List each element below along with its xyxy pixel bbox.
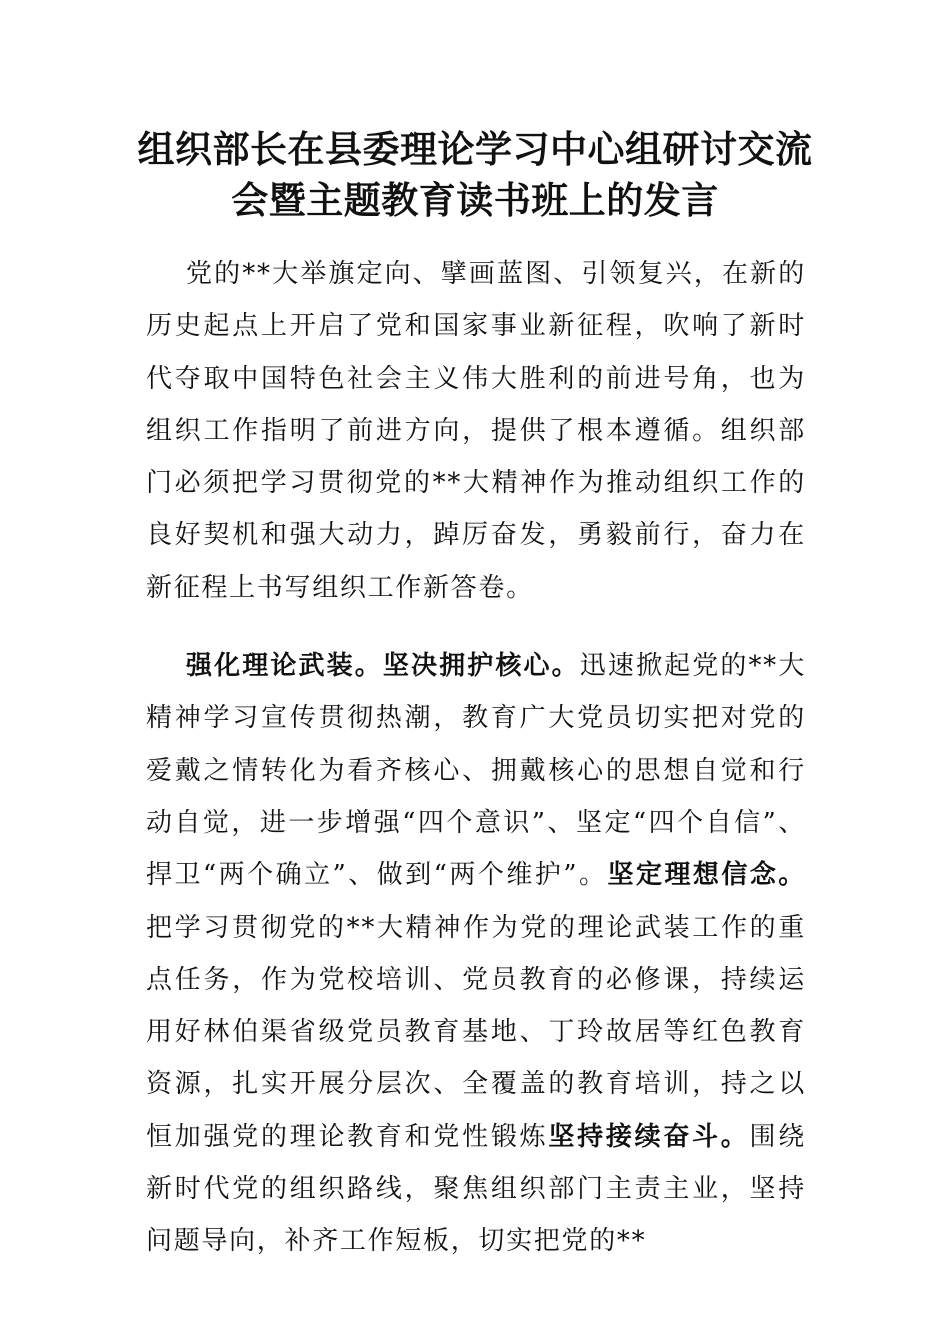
title-line-1: 组织部长在县委理论学习中心组研讨交流: [137, 127, 813, 171]
section-text-struggle: 围绕新时代党的组织路线，聚焦组织部门主责主业，坚持问题导向，补齐工作短板，切实把党的**: [146, 1121, 806, 1257]
section-text-ideals: 把学习贯彻党的**大精神作为党的理论武装工作的重点任务，作为党校培训、党员教育的必修课，持续运用好林伯渠省级党员教育基地、丁玲故居等红色教育资源，扎实开展分层次、全覆盖的教育培训，持之以恒加强党的理论教育和党性锻炼: [146, 912, 806, 1152]
document-body: [146, 248, 806, 1268]
intro-paragraph: 党的**大举旗定向、擘画蓝图、引领复兴，在新的历史起点上开启了党和国家事业新征程，吹响了新时代夺取中国特色社会主义伟大胜利的前进号角，也为组织工作指明了前进方向，提供了根本遵循。组织部门必须把学习贯彻党的**大精神作为推动组织工作的良好契机和强大动力，踔厉奋发，勇毅前行，奋力在新征程上书写组织工作新答卷。: [146, 259, 806, 603]
section-heading-strengthen-theory: 强化理论武装。坚决拥护核心。: [186, 651, 580, 682]
section-text-core: 迅速掀起党的**大精神学习宣传贯彻热潮，教育广大党员切实把对党的爱戴之情转化为看齐核心、拥戴核心的思想自觉和行动自觉，进一步增强“四个意识”、坚定“四个自信”、捍卫“两个确立”、做到“两个维护”。: [146, 651, 806, 891]
section-heading-struggle: 坚持接续奋斗。: [548, 1121, 750, 1152]
theory-paragraph: [146, 640, 806, 1268]
section-heading-ideals: 坚定理想信念。: [607, 860, 806, 891]
document-title: [120, 124, 830, 226]
title-line-2: 会暨主题教育读书班上的发言: [231, 178, 719, 222]
